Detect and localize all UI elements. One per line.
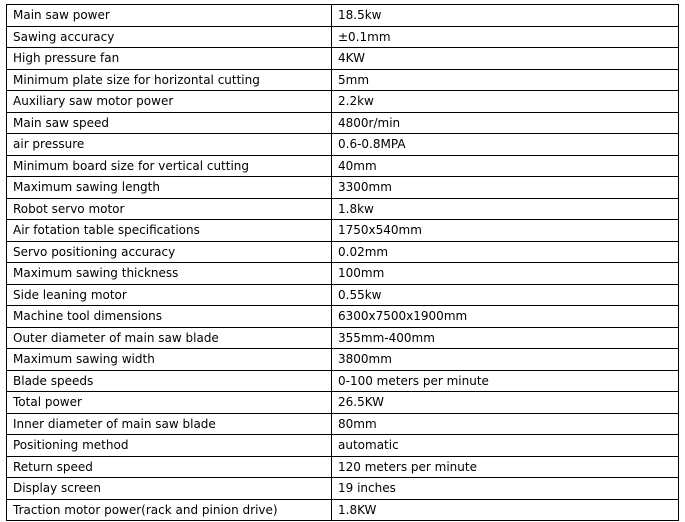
spec-value: 18.5kw bbox=[332, 5, 679, 27]
table-row bbox=[7, 370, 679, 392]
table-row bbox=[7, 306, 679, 328]
spec-name: Maximum sawing width bbox=[7, 349, 332, 371]
table-row bbox=[7, 5, 679, 27]
table-row bbox=[7, 499, 679, 521]
spec-name: Total power bbox=[7, 392, 332, 414]
spec-value: 355mm-400mm bbox=[332, 327, 679, 349]
spec-value: 0.02mm bbox=[332, 241, 679, 263]
spec-name: Traction motor power(rack and pinion drive) bbox=[7, 499, 332, 521]
spec-value: 26.5KW bbox=[332, 392, 679, 414]
spec-name: Inner diameter of main saw blade bbox=[7, 413, 332, 435]
spec-value: 1750x540mm bbox=[332, 220, 679, 242]
spec-table-body bbox=[7, 5, 679, 521]
spec-value: 0-100 meters per minute bbox=[332, 370, 679, 392]
table-row bbox=[7, 134, 679, 156]
spec-name: Machine tool dimensions bbox=[7, 306, 332, 328]
spec-name: Robot servo motor bbox=[7, 198, 332, 220]
table-row bbox=[7, 349, 679, 371]
spec-name: Sawing accuracy bbox=[7, 26, 332, 48]
spec-name: Minimum board size for vertical cutting bbox=[7, 155, 332, 177]
table-row bbox=[7, 155, 679, 177]
spec-name: Positioning method bbox=[7, 435, 332, 457]
spec-value: 40mm bbox=[332, 155, 679, 177]
table-row bbox=[7, 26, 679, 48]
table-row bbox=[7, 284, 679, 306]
spec-value: 5mm bbox=[332, 69, 679, 91]
spec-value: 0.55kw bbox=[332, 284, 679, 306]
spec-name: Display screen bbox=[7, 478, 332, 500]
table-row bbox=[7, 177, 679, 199]
spec-name: High pressure fan bbox=[7, 48, 332, 70]
spec-value: ±0.1mm bbox=[332, 26, 679, 48]
spec-name: Side leaning motor bbox=[7, 284, 332, 306]
spec-value: 2.2kw bbox=[332, 91, 679, 113]
table-row bbox=[7, 241, 679, 263]
spec-value: 100mm bbox=[332, 263, 679, 285]
spec-value: 4800r/min bbox=[332, 112, 679, 134]
spec-name: air pressure bbox=[7, 134, 332, 156]
table-row bbox=[7, 48, 679, 70]
table-row bbox=[7, 413, 679, 435]
spec-name: Auxiliary saw motor power bbox=[7, 91, 332, 113]
spec-value: 6300x7500x1900mm bbox=[332, 306, 679, 328]
table-row bbox=[7, 263, 679, 285]
table-row bbox=[7, 327, 679, 349]
spec-name: Return speed bbox=[7, 456, 332, 478]
table-row bbox=[7, 220, 679, 242]
spec-name: Maximum sawing length bbox=[7, 177, 332, 199]
table-row bbox=[7, 112, 679, 134]
spec-value: 19 inches bbox=[332, 478, 679, 500]
table-row bbox=[7, 392, 679, 414]
spec-value: 3300mm bbox=[332, 177, 679, 199]
table-row bbox=[7, 198, 679, 220]
spec-value: 1.8kw bbox=[332, 198, 679, 220]
spec-name: Main saw power bbox=[7, 5, 332, 27]
spec-value: automatic bbox=[332, 435, 679, 457]
table-row bbox=[7, 478, 679, 500]
spec-value: 3800mm bbox=[332, 349, 679, 371]
spec-table bbox=[6, 4, 679, 521]
table-row bbox=[7, 69, 679, 91]
table-row bbox=[7, 456, 679, 478]
spec-name: Outer diameter of main saw blade bbox=[7, 327, 332, 349]
spec-value: 4KW bbox=[332, 48, 679, 70]
spec-name: Air fotation table specifications bbox=[7, 220, 332, 242]
spec-value: 80mm bbox=[332, 413, 679, 435]
spec-value: 0.6-0.8MPA bbox=[332, 134, 679, 156]
spec-name: Minimum plate size for horizontal cutting bbox=[7, 69, 332, 91]
spec-name: Servo positioning accuracy bbox=[7, 241, 332, 263]
spec-name: Maximum sawing thickness bbox=[7, 263, 332, 285]
spec-name: Blade speeds bbox=[7, 370, 332, 392]
table-row bbox=[7, 91, 679, 113]
spec-value: 1.8KW bbox=[332, 499, 679, 521]
table-row bbox=[7, 435, 679, 457]
spec-value: 120 meters per minute bbox=[332, 456, 679, 478]
spec-name: Main saw speed bbox=[7, 112, 332, 134]
